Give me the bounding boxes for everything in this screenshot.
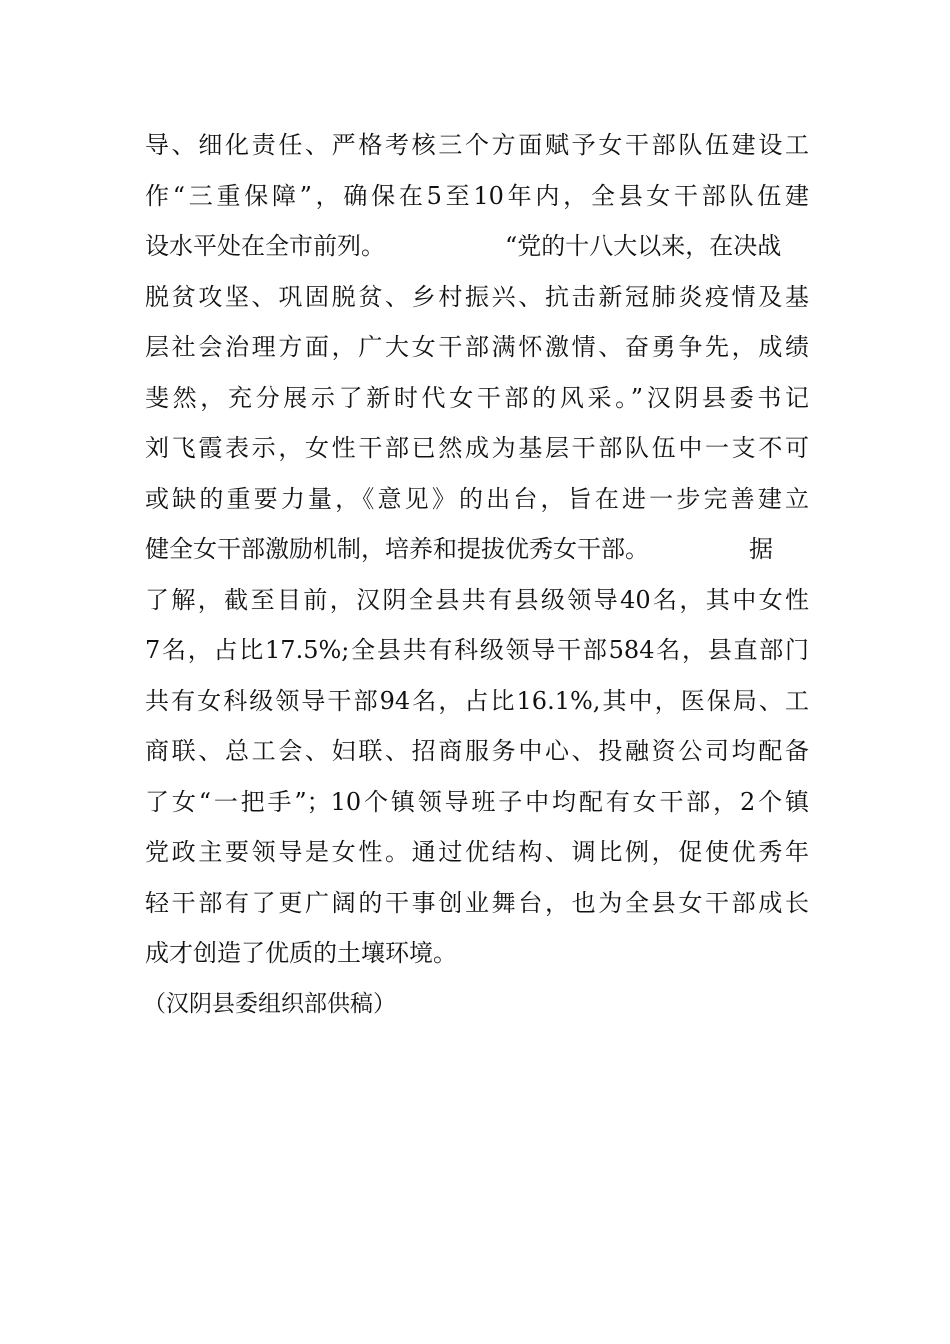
text-line: 成才创造了优质的土壤环境。 bbox=[145, 939, 457, 967]
text-segment: 健全女干部激励机制，培养和提拔优秀女干部。 bbox=[145, 535, 649, 563]
text-line: 了女“一把手”；10个镇领导班子中均配有女干部，2个镇 bbox=[145, 787, 809, 816]
text-line bbox=[145, 534, 809, 585]
text-line: 作“三重保障”，确保在5至10年内，全县女干部队伍建 bbox=[145, 181, 809, 210]
text-line bbox=[145, 231, 809, 282]
text-line: 或缺的重要力量，《意见》的出台，旨在进一步完善建立 bbox=[145, 484, 809, 513]
text-line: 导、细化责任、严格考核三个方面赋予女干部队伍建设工 bbox=[145, 131, 809, 159]
text-line: 商联、总工会、妇联、招商服务中心、投融资公司均配备 bbox=[145, 737, 809, 765]
text-line: 刘飞霞表示，女性干部已然成为基层干部队伍中一支不可 bbox=[145, 434, 809, 462]
text-line: 党政主要领导是女性。通过优结构、调比例，促使优秀年 bbox=[145, 838, 809, 866]
text-line: 斐然，充分展示了新时代女干部的风采。”汉阴县委书记 bbox=[145, 383, 809, 412]
text-segment: 据 bbox=[749, 535, 773, 563]
text-segment: 设水平处在全市前列。 bbox=[145, 232, 385, 260]
source-credit: （汉阴县委组织部供稿） bbox=[143, 991, 396, 1017]
article-body bbox=[145, 130, 809, 989]
text-line: 脱贫攻坚、巩固脱贫、乡村振兴、抗击新冠肺炎疫情及基 bbox=[145, 282, 809, 311]
text-line: 7名，占比17.5%;全县共有科级领导干部584名，县直部门 bbox=[145, 636, 809, 664]
text-line: 轻干部有了更广阔的干事创业舞台，也为全县女干部成长 bbox=[145, 888, 809, 917]
text-line: 层社会治理方面，广大女干部满怀激情、奋勇争先，成绩 bbox=[145, 333, 809, 361]
text-line: 共有女科级领导干部94名，占比16.1%,其中，医保局、工 bbox=[145, 686, 809, 715]
text-line: 了解，截至目前，汉阴全县共有县级领导40名，其中女性 bbox=[145, 585, 809, 614]
text-segment: “党的十八大以来，在决战 bbox=[505, 232, 782, 260]
